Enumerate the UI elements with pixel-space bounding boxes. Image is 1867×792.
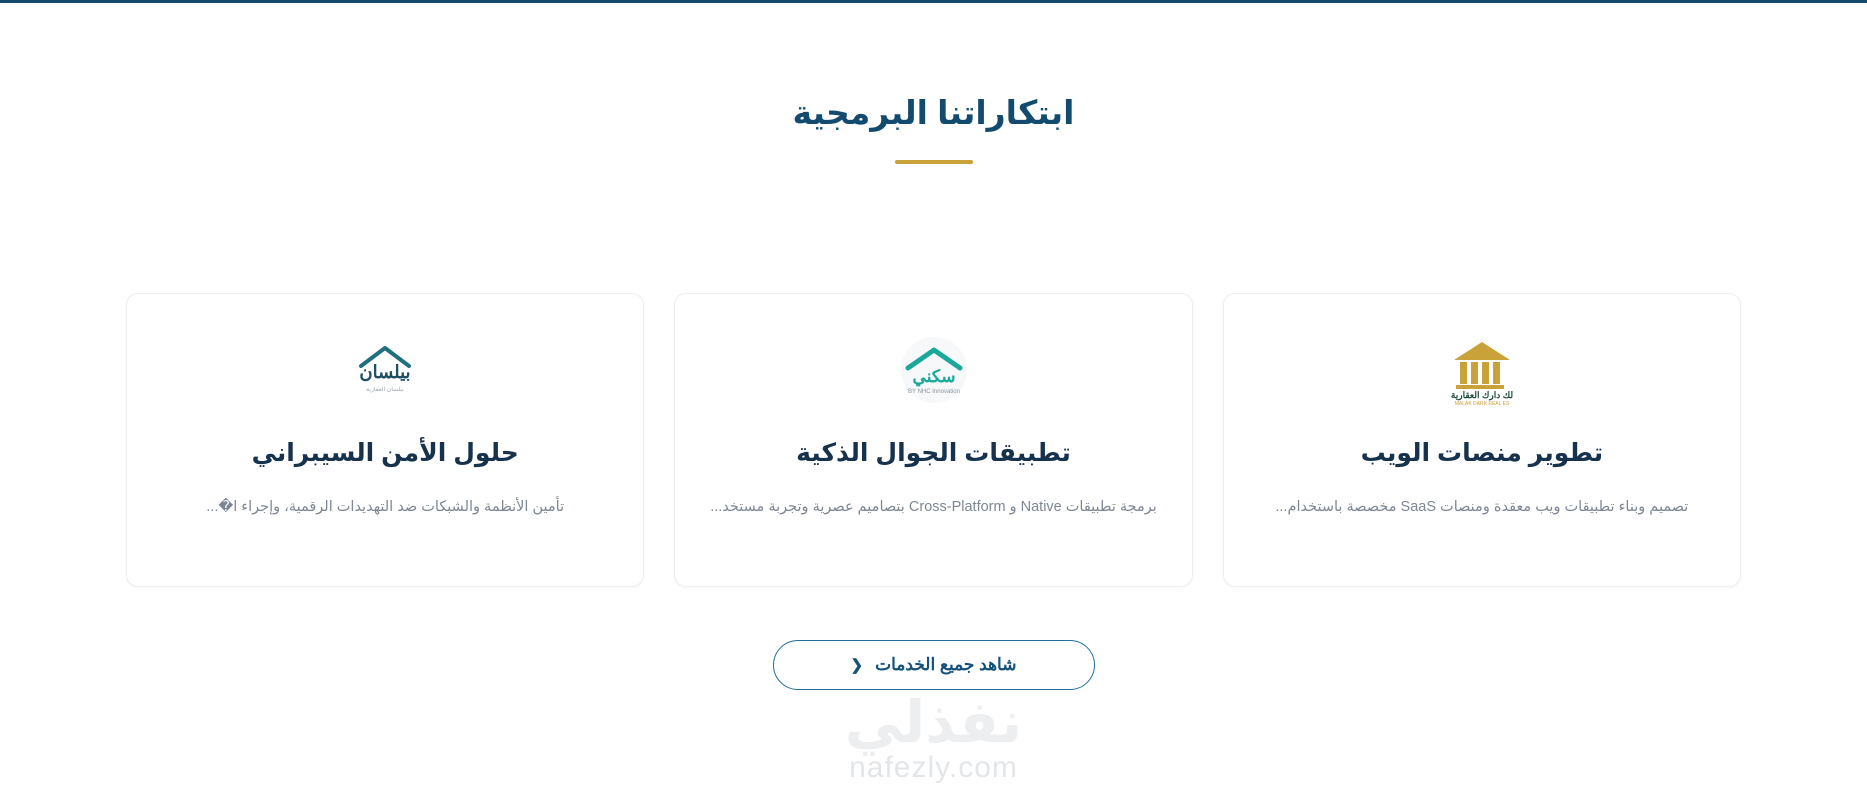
service-card-description: تصميم وبناء تطبيقات ويب معقدة ومنصات SaaS مخصصة باستخدام...	[1275, 499, 1689, 515]
service-card-title: حلول الأمن السيبراني	[251, 439, 519, 467]
title-underline-accent	[895, 160, 973, 164]
malak-darek-real-estate-logo	[1428, 332, 1536, 410]
service-card-title: تطوير منصات الويب	[1360, 439, 1604, 467]
logo-latin-text: BY NHC Innovation	[907, 389, 960, 395]
logo-subtext: بيلسان العقارية	[366, 387, 405, 393]
service-card-web-platforms[interactable]	[1223, 293, 1741, 587]
bilsan-logo	[331, 332, 439, 410]
logo-arabic-text: لك دارك العقارية	[1450, 390, 1513, 400]
service-card-title: تطبيقات الجوال الذكية	[796, 439, 1071, 467]
section-header	[0, 92, 1867, 164]
chevron-left-icon: ❮	[850, 656, 864, 674]
service-card-description: تأمين الأنظمة والشبكات ضد التهديدات الرقمية، وإجراء ا�...	[206, 499, 565, 515]
service-cards-container	[126, 293, 1741, 587]
watermark-latin: nafezly.com	[849, 751, 1018, 784]
view-all-services-button[interactable]	[773, 640, 1095, 690]
service-card-mobile-apps[interactable]	[674, 293, 1192, 587]
service-card-cybersecurity[interactable]	[126, 293, 644, 587]
service-card-description: برمجة تطبيقات Native و Cross-Platform بتصاميم عصرية وتجربة مستخد...	[710, 499, 1157, 515]
logo-latin-text: MALAK DARK REAL ES	[1454, 401, 1510, 406]
sakani-logo	[880, 332, 988, 410]
top-border-rule	[0, 0, 1867, 3]
watermark	[0, 692, 1867, 786]
cta-label: شاهد جميع الخدمات	[875, 655, 1017, 674]
cta-container	[0, 640, 1867, 690]
logo-arabic-text: سكني	[912, 367, 955, 386]
logo-arabic-text: بيلسان	[359, 362, 411, 382]
watermark-arabic: نفذلي	[844, 690, 1023, 755]
page-title: ابتكاراتنا البرمجية	[792, 94, 1075, 131]
